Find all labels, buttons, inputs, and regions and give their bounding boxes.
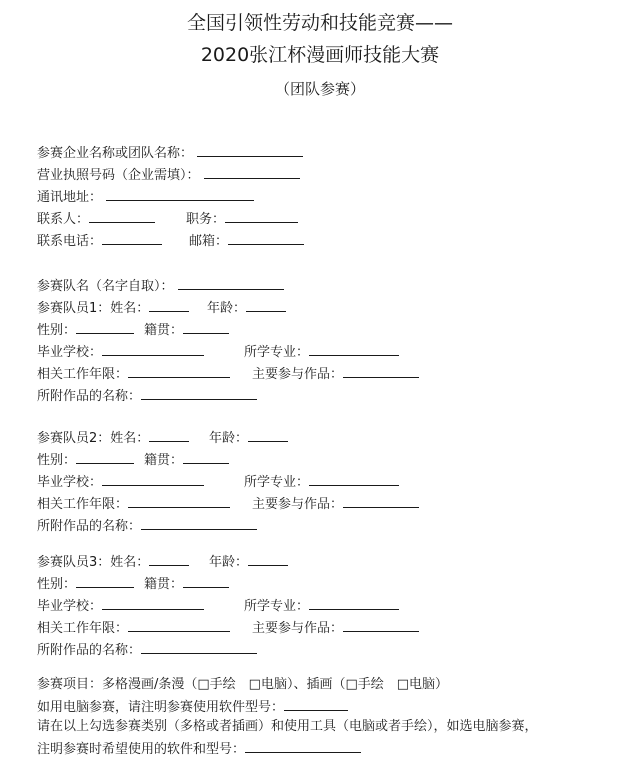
member-3-age-field [209, 552, 288, 572]
title-line-2: 2020张江杯漫画师技能大赛 [200, 44, 440, 66]
member-3-name-blank[interactable] [149, 552, 189, 566]
name-label: 姓名： [110, 301, 150, 316]
member-1-age-field [207, 298, 286, 318]
member-1-row-3 [37, 342, 597, 360]
major-label: 所学专业： [244, 599, 310, 614]
member-1-years-blank[interactable] [128, 364, 230, 378]
member-1-major-blank[interactable] [309, 342, 399, 356]
member-2-school-field [37, 472, 204, 492]
member-2-years-blank[interactable] [128, 494, 230, 508]
member-1-years-field [37, 364, 230, 384]
member-2-gender-blank[interactable] [76, 450, 134, 464]
member-2-major-blank[interactable] [309, 472, 399, 486]
member-label: 参赛队员3： [37, 555, 111, 570]
age-label: 年龄： [209, 555, 249, 570]
license-row [37, 165, 300, 183]
company-name-row [37, 143, 303, 161]
email-label: 邮箱： [189, 234, 229, 249]
member-1-attached-blank[interactable] [141, 386, 257, 400]
member-3-row-4 [37, 618, 597, 636]
contact-field [37, 209, 155, 229]
member-2-attached-blank[interactable] [141, 516, 257, 530]
software-row [37, 697, 348, 715]
software-label: 如用电脑参赛，请注明参赛使用软件型号： [37, 700, 285, 715]
member-1-row-2 [37, 320, 597, 338]
member-2-name-field [37, 428, 189, 448]
member-3-name-field [37, 552, 189, 572]
age-label: 年龄： [209, 431, 249, 446]
member-2-hometown-blank[interactable] [183, 450, 229, 464]
position-label: 职务： [186, 212, 226, 227]
phone-row [37, 231, 597, 249]
attached-label: 所附作品的名称： [37, 519, 142, 534]
company-name-label: 参赛企业名称或团队名称： [37, 146, 194, 161]
member-label: 参赛队员1： [37, 301, 111, 316]
phone-field [37, 231, 162, 251]
member-3-years-blank[interactable] [128, 618, 230, 632]
attached-label: 所附作品的名称： [37, 389, 142, 404]
member-2-row-5 [37, 516, 257, 534]
member-2-row-4 [37, 494, 597, 512]
address-label: 通讯地址： [37, 190, 103, 205]
member-1-name-field [37, 298, 189, 318]
attached-label: 所附作品的名称： [37, 643, 142, 658]
member-1-school-field [37, 342, 204, 362]
address-row [37, 187, 254, 205]
member-2-row-1 [37, 428, 597, 446]
software-blank[interactable] [284, 697, 348, 711]
member-2-school-blank[interactable] [102, 472, 204, 486]
member-2-gender-field [37, 450, 134, 470]
years-label: 相关工作年限： [37, 621, 129, 636]
member-3-row-5 [37, 640, 257, 658]
team-name-label: 参赛队名（名字自取）： [37, 279, 174, 294]
hometown-label: 籍贯： [144, 577, 184, 592]
age-label: 年龄： [207, 301, 247, 316]
member-2-years-field [37, 494, 230, 514]
hometown-label: 籍贯： [144, 453, 184, 468]
team-name-row [37, 276, 284, 294]
member-1-major-field [244, 342, 399, 362]
position-blank[interactable] [225, 209, 298, 223]
member-label: 参赛队员2： [37, 431, 111, 446]
license-label: 营业执照号码（企业需填）： [37, 168, 200, 183]
member-1-row-5 [37, 386, 257, 404]
member-3-row-3 [37, 596, 597, 614]
member-1-hometown-field [144, 320, 229, 340]
email-blank[interactable] [228, 231, 304, 245]
category-row [37, 676, 448, 694]
member-3-years-field [37, 618, 230, 638]
phone-label: 联系电话： [37, 234, 103, 249]
member-1-gender-blank[interactable] [76, 320, 134, 334]
member-2-age-field [209, 428, 288, 448]
member-3-works-field [252, 618, 419, 638]
member-2-age-blank[interactable] [248, 428, 288, 442]
member-1-age-blank[interactable] [246, 298, 286, 312]
member-1-school-blank[interactable] [102, 342, 204, 356]
works-label: 主要参与作品： [252, 367, 344, 382]
contact-label: 联系人： [37, 212, 90, 227]
company-name-blank[interactable] [197, 143, 303, 157]
member-3-hometown-field [144, 574, 229, 594]
gender-label: 性别： [37, 323, 77, 338]
name-label: 姓名： [110, 555, 150, 570]
member-2-row-3 [37, 472, 597, 490]
member-2-works-blank[interactable] [343, 494, 419, 508]
member-3-hometown-blank[interactable] [183, 574, 229, 588]
team-name-blank[interactable] [178, 276, 284, 290]
member-2-row-2 [37, 450, 597, 468]
member-1-works-blank[interactable] [343, 364, 419, 378]
member-3-major-field [244, 596, 399, 616]
note-row-2 [37, 739, 361, 757]
member-1-name-blank[interactable] [149, 298, 189, 312]
note-row-1 [37, 718, 538, 736]
member-1-gender-field [37, 320, 134, 340]
school-label: 毕业学校： [37, 599, 103, 614]
note-text-1: 请在以上勾选参赛类别（多格或者插画）和使用工具（电脑或者手绘），如选电脑参赛， [37, 719, 538, 734]
member-1-row-1 [37, 298, 597, 316]
member-2-works-field [252, 494, 419, 514]
member-3-school-field [37, 596, 204, 616]
contact-blank[interactable] [89, 209, 155, 223]
member-3-works-blank[interactable] [343, 618, 419, 632]
school-label: 毕业学校： [37, 475, 103, 490]
note-text-2: 注明参赛时希望使用的软件和型号： [37, 742, 246, 757]
member-2-major-field [244, 472, 399, 492]
hometown-label: 籍贯： [144, 323, 184, 338]
category-text: 参赛项目：多格漫画/条漫（□手绘 □电脑）、插画（□手绘 □电脑） [37, 677, 449, 692]
member-1-hometown-blank[interactable] [183, 320, 229, 334]
member-3-school-blank[interactable] [102, 596, 204, 610]
license-blank[interactable] [204, 165, 300, 179]
member-3-major-blank[interactable] [309, 596, 399, 610]
major-label: 所学专业： [244, 345, 310, 360]
title-line-3: （团队参赛） [274, 80, 365, 98]
position-field [186, 209, 298, 229]
years-label: 相关工作年限： [37, 367, 129, 382]
member-2-hometown-field [144, 450, 229, 470]
preferred-software-blank[interactable] [245, 739, 361, 753]
years-label: 相关工作年限： [37, 497, 129, 512]
title-line-1: 全国引领性劳动和技能竞赛—— [186, 12, 453, 34]
gender-label: 性别： [37, 577, 77, 592]
phone-blank[interactable] [102, 231, 162, 245]
works-label: 主要参与作品： [252, 497, 344, 512]
name-label: 姓名： [110, 431, 150, 446]
member-1-works-field [252, 364, 419, 384]
member-3-attached-blank[interactable] [141, 640, 257, 654]
major-label: 所学专业： [244, 475, 310, 490]
member-3-row-2 [37, 574, 597, 592]
member-3-gender-blank[interactable] [76, 574, 134, 588]
member-3-row-1 [37, 552, 597, 570]
member-3-age-blank[interactable] [248, 552, 288, 566]
email-field [189, 231, 304, 251]
member-3-gender-field [37, 574, 134, 594]
gender-label: 性别： [37, 453, 77, 468]
member-2-name-blank[interactable] [149, 428, 189, 442]
works-label: 主要参与作品： [252, 621, 344, 636]
address-blank[interactable] [106, 187, 254, 201]
contact-row [37, 209, 597, 227]
school-label: 毕业学校： [37, 345, 103, 360]
member-1-row-4 [37, 364, 597, 382]
